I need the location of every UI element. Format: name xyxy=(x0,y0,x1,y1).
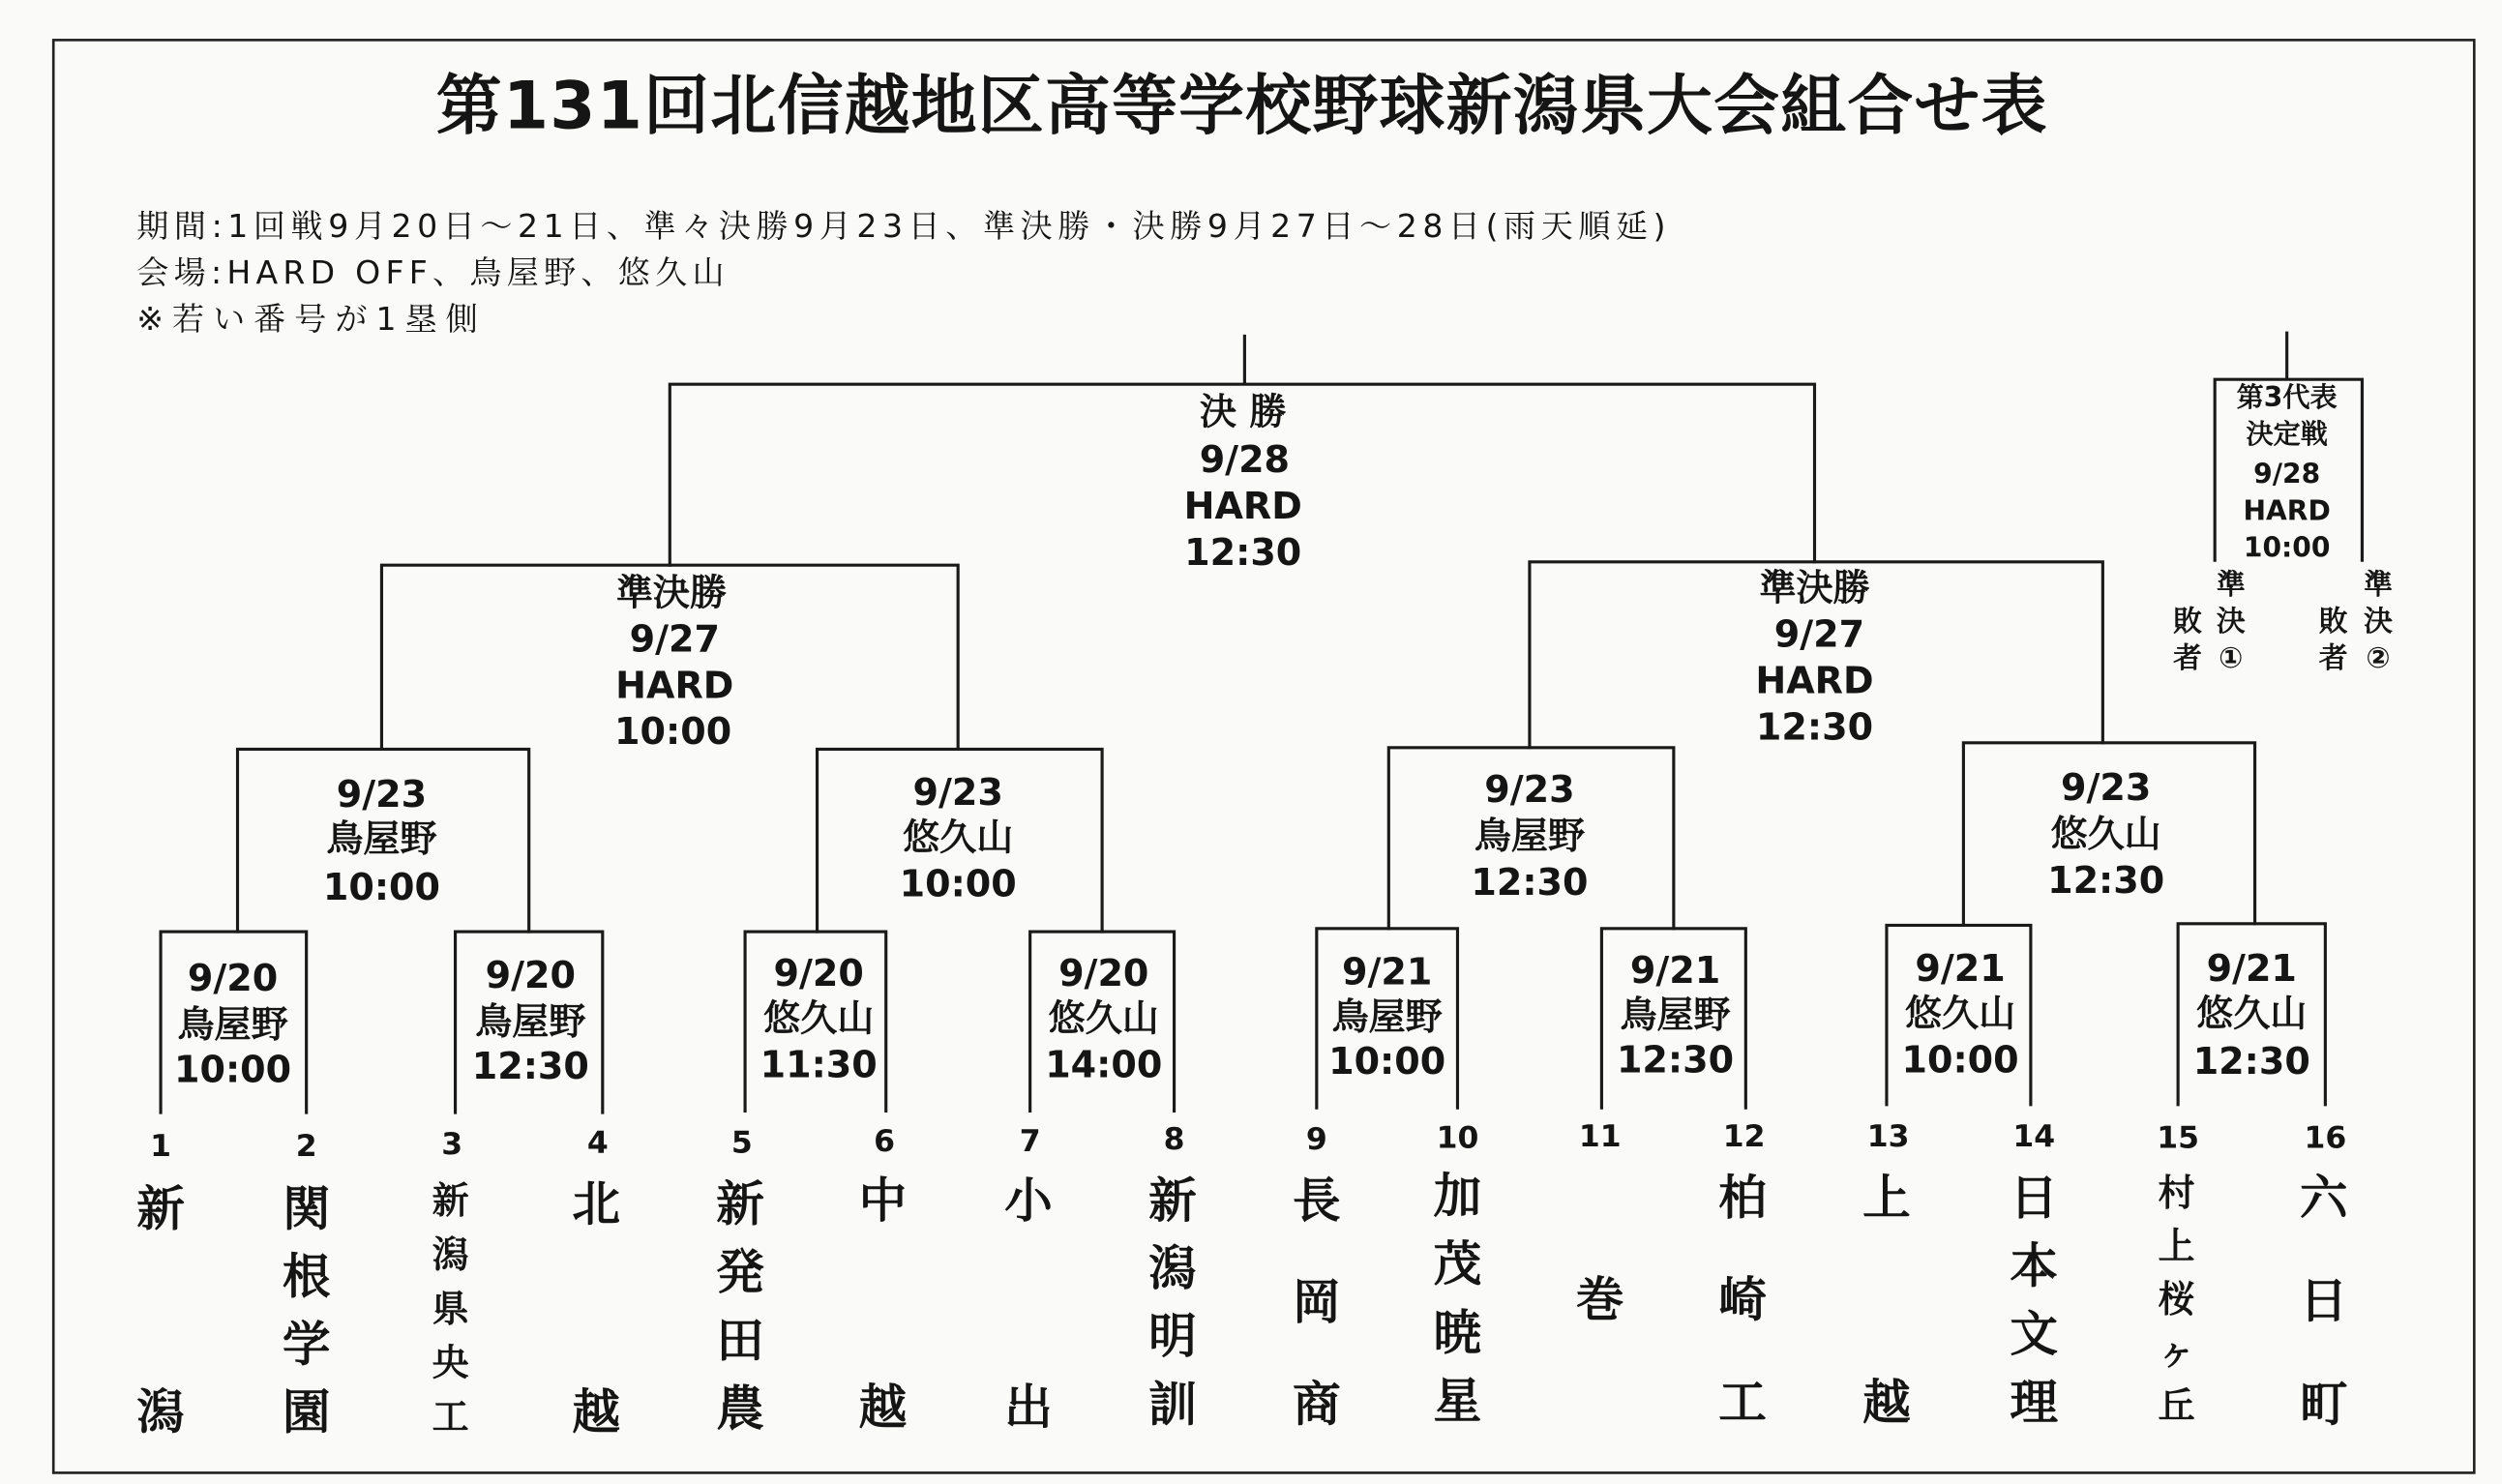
team-number: 1 xyxy=(150,1128,172,1164)
vertical-char: 理 xyxy=(2010,1374,2059,1431)
team-number: 2 xyxy=(295,1128,317,1164)
match-time: 10:00 xyxy=(173,1048,292,1091)
vertical-char: 柏 xyxy=(1718,1169,1767,1226)
semifinal-date: 9/27 xyxy=(629,617,720,661)
team-slot-5 xyxy=(716,1126,764,1438)
team-name xyxy=(1862,1170,1911,1431)
semifinal-time: 10:00 xyxy=(614,710,732,754)
vertical-char: 敗 xyxy=(2173,604,2202,638)
team-slot-2 xyxy=(283,1129,331,1440)
vertical-char: ① xyxy=(2219,640,2244,675)
team-name xyxy=(1576,1272,1624,1328)
vertical-char: 日 xyxy=(2010,1169,2059,1226)
first-round-match-4 xyxy=(1030,932,1175,1111)
vertical-char: 商 xyxy=(1293,1376,1341,1433)
vertical-char: 文 xyxy=(2010,1306,2059,1363)
vertical-char: 出 xyxy=(1004,1379,1053,1436)
team-number: 13 xyxy=(1866,1118,1910,1154)
vertical-char: 村 xyxy=(2158,1171,2195,1214)
vertical-char: 加 xyxy=(1433,1168,1482,1225)
match-venue: 悠久山 xyxy=(763,996,875,1040)
first-round-match-5 xyxy=(1317,929,1458,1108)
final-date: 9/28 xyxy=(1199,437,1291,481)
vertical-char: 者 xyxy=(2173,640,2202,675)
third-place-source-1-loser xyxy=(2173,605,2202,675)
match-venue: 悠久山 xyxy=(1905,992,2016,1035)
vertical-char: 明 xyxy=(1148,1308,1197,1365)
quarterfinal-date: 9/23 xyxy=(912,771,1003,815)
first-round-match-8 xyxy=(2178,924,2325,1105)
third-place-source-2-loser xyxy=(2319,605,2348,675)
quarterfinal-date: 9/23 xyxy=(1484,767,1575,811)
third-place-subtitle: 決定戦 xyxy=(2246,417,2328,450)
match-venue: 鳥屋野 xyxy=(475,999,586,1043)
vertical-char: 越 xyxy=(1862,1374,1911,1431)
semifinal-time: 12:30 xyxy=(1755,705,1874,749)
team-number: 7 xyxy=(1019,1123,1041,1159)
vertical-char: 工 xyxy=(1718,1374,1767,1431)
vertical-char: 町 xyxy=(2299,1376,2348,1433)
third-place-title: 第3代表 xyxy=(2236,380,2338,413)
match-venue: 鳥屋野 xyxy=(1331,994,1443,1038)
team-name xyxy=(572,1175,620,1439)
vertical-char: 星 xyxy=(1433,1372,1482,1429)
vertical-char: 越 xyxy=(858,1379,908,1436)
final-match xyxy=(670,337,1814,574)
vertical-char: 上 xyxy=(1862,1169,1911,1226)
team-slot-11 xyxy=(1576,1119,1624,1328)
vertical-char: 上 xyxy=(2158,1224,2195,1267)
vertical-char: 決 xyxy=(2364,604,2393,638)
match-date: 9/20 xyxy=(1058,952,1149,995)
team-name xyxy=(432,1179,469,1438)
first-round-match-1 xyxy=(161,932,307,1113)
match-venue: 悠久山 xyxy=(2196,992,2308,1035)
team-number: 9 xyxy=(1305,1122,1327,1158)
vertical-char: 田 xyxy=(716,1312,764,1369)
semifinal-2 xyxy=(1530,562,2102,748)
vertical-char: ヶ xyxy=(2158,1330,2195,1374)
quarterfinal-date: 9/23 xyxy=(2060,766,2152,810)
semifinal-label: 準決勝 xyxy=(615,571,728,614)
vertical-char: 潟 xyxy=(1148,1240,1197,1297)
team-name xyxy=(1148,1172,1197,1432)
vertical-char: 新 xyxy=(136,1180,185,1237)
vertical-char: 央 xyxy=(432,1341,469,1384)
vertical-char: 崎 xyxy=(1718,1271,1767,1328)
team-slot-6 xyxy=(859,1124,908,1436)
team-number: 3 xyxy=(441,1127,463,1163)
semifinal-date: 9/27 xyxy=(1773,612,1865,656)
quarterfinal-time: 10:00 xyxy=(899,862,1017,905)
team-number: 14 xyxy=(2012,1118,2056,1154)
info-period: 期間:1回戦9月20日～21日、準々決勝9月23日、準決勝・決勝9月27日～28日(雨天順延) xyxy=(136,206,1666,245)
vertical-char: 丘 xyxy=(2158,1383,2195,1427)
team-slot-16 xyxy=(2300,1121,2349,1433)
vertical-char: 長 xyxy=(1293,1172,1341,1230)
semifinal-venue: HARD xyxy=(615,664,734,707)
match-date: 9/21 xyxy=(1341,950,1433,994)
team-number: 5 xyxy=(730,1125,753,1161)
team-name xyxy=(716,1175,764,1437)
vertical-char: 小 xyxy=(1004,1172,1053,1230)
quarterfinal-2 xyxy=(818,749,1103,932)
vertical-char: 桜 xyxy=(2158,1277,2195,1321)
first-round-match-7 xyxy=(1887,925,2031,1104)
team-name xyxy=(2010,1170,2058,1431)
match-time: 12:30 xyxy=(471,1045,589,1088)
third-place-time: 10:00 xyxy=(2243,531,2331,564)
team-slot-8 xyxy=(1148,1122,1197,1432)
vertical-char: 茂 xyxy=(1433,1235,1482,1292)
vertical-char: 潟 xyxy=(136,1383,185,1440)
vertical-char: 園 xyxy=(282,1383,331,1440)
match-date: 9/20 xyxy=(485,953,577,996)
team-slot-3 xyxy=(432,1127,469,1438)
match-time: 14:00 xyxy=(1045,1043,1163,1086)
match-date: 9/21 xyxy=(1629,948,1721,992)
team-slot-13 xyxy=(1862,1119,1911,1431)
match-time: 10:00 xyxy=(1328,1040,1446,1083)
vertical-char: 根 xyxy=(282,1248,331,1305)
match-time: 10:00 xyxy=(1901,1038,2019,1082)
match-venue: 鳥屋野 xyxy=(1620,994,1731,1037)
team-name xyxy=(136,1180,185,1439)
vertical-char: 岡 xyxy=(1293,1274,1341,1331)
team-slot-7 xyxy=(1004,1124,1054,1436)
final-venue: HARD xyxy=(1183,484,1302,527)
team-slot-14 xyxy=(2010,1119,2058,1431)
match-date: 9/20 xyxy=(773,952,864,995)
third-place-venue: HARD xyxy=(2243,494,2331,527)
third-place-date: 9/28 xyxy=(2253,458,2321,490)
team-name xyxy=(1293,1172,1341,1432)
vertical-char: 越 xyxy=(572,1383,620,1440)
match-date: 9/21 xyxy=(2206,947,2297,991)
team-number: 8 xyxy=(1163,1122,1185,1158)
vertical-char: 日 xyxy=(2299,1272,2348,1329)
info-venue: 会場:HARD OFF、鳥屋野、悠久山 xyxy=(136,252,725,291)
vertical-char: 六 xyxy=(2299,1169,2348,1226)
first-round-match-3 xyxy=(745,932,886,1111)
final-label: 決 勝 xyxy=(1200,390,1287,433)
info-note: ※若い番号が1塁側 xyxy=(136,299,478,338)
vertical-char: 学 xyxy=(282,1316,331,1373)
semifinal-venue: HARD xyxy=(1755,659,1874,702)
team-name xyxy=(2158,1172,2194,1427)
vertical-char: 敗 xyxy=(2318,604,2348,638)
match-venue: 鳥屋野 xyxy=(177,1003,288,1047)
team-name xyxy=(1004,1172,1054,1435)
semifinal-1 xyxy=(381,565,958,753)
quarterfinal-time: 12:30 xyxy=(2047,859,2165,903)
match-time: 12:30 xyxy=(1616,1038,1735,1082)
third-place-source-2-match xyxy=(2364,568,2393,675)
vertical-char: 決 xyxy=(2216,604,2246,638)
third-place-match xyxy=(2173,333,2393,674)
quarterfinal-time: 12:30 xyxy=(1471,860,1589,904)
vertical-char: 中 xyxy=(858,1172,908,1230)
vertical-char: 巻 xyxy=(1575,1271,1624,1328)
team-number: 10 xyxy=(1436,1120,1479,1156)
quarterfinal-time: 10:00 xyxy=(322,865,440,908)
vertical-char: 発 xyxy=(716,1244,764,1301)
quarterfinal-venue: 悠久山 xyxy=(2050,813,2161,856)
team-name xyxy=(1718,1170,1767,1431)
vertical-char: ② xyxy=(2366,640,2391,675)
team-number: 15 xyxy=(2157,1120,2200,1156)
vertical-char: 新 xyxy=(716,1175,764,1232)
quarterfinal-venue: 鳥屋野 xyxy=(326,817,437,861)
team-slot-9 xyxy=(1293,1122,1341,1432)
quarterfinal-4 xyxy=(1963,743,2254,926)
vertical-char: 本 xyxy=(2010,1237,2059,1294)
first-round-match-2 xyxy=(456,932,603,1113)
vertical-char: 農 xyxy=(716,1380,764,1438)
team-slot-12 xyxy=(1718,1119,1767,1431)
quarterfinal-venue: 鳥屋野 xyxy=(1474,814,1586,857)
quarterfinal-venue: 悠久山 xyxy=(903,816,1014,859)
team-name xyxy=(859,1172,908,1435)
team-number: 11 xyxy=(1578,1118,1622,1154)
vertical-char: 県 xyxy=(432,1287,469,1330)
third-place-source-1-match xyxy=(2217,568,2246,675)
team-number: 4 xyxy=(586,1125,609,1161)
first-round-match-6 xyxy=(1601,929,1745,1108)
team-name xyxy=(283,1180,331,1439)
vertical-char: 北 xyxy=(572,1175,620,1232)
match-time: 12:30 xyxy=(2192,1040,2310,1083)
quarterfinal-date: 9/23 xyxy=(336,772,428,816)
vertical-char: 準 xyxy=(2364,567,2393,602)
vertical-char: 者 xyxy=(2318,640,2348,675)
vertical-char: 潟 xyxy=(432,1232,469,1276)
team-number: 6 xyxy=(874,1123,895,1159)
match-date: 9/21 xyxy=(1915,947,2006,991)
vertical-char: 新 xyxy=(432,1179,469,1223)
vertical-char: 訓 xyxy=(1148,1376,1197,1433)
team-name xyxy=(1434,1168,1482,1429)
match-time: 11:30 xyxy=(760,1043,878,1086)
match-venue: 悠久山 xyxy=(1048,996,1159,1040)
team-slot-1 xyxy=(136,1129,185,1440)
team-slot-4 xyxy=(572,1126,620,1440)
team-number: 12 xyxy=(1722,1118,1766,1154)
match-date: 9/20 xyxy=(187,957,279,1000)
vertical-char: 工 xyxy=(432,1395,469,1439)
vertical-char: 新 xyxy=(1148,1172,1197,1230)
team-slot-10 xyxy=(1434,1121,1482,1429)
team-slot-15 xyxy=(2157,1121,2199,1427)
final-time: 12:30 xyxy=(1184,530,1302,574)
team-name xyxy=(2300,1170,2349,1432)
quarterfinal-1 xyxy=(238,749,529,932)
quarterfinal-3 xyxy=(1388,748,1674,929)
vertical-char: 暁 xyxy=(1433,1304,1482,1361)
semifinal-label: 準決勝 xyxy=(1759,566,1870,609)
page-title: 第131回北信越地区高等学校野球新潟県大会組合せ表 xyxy=(435,67,2047,144)
vertical-char: 準 xyxy=(2216,567,2246,602)
team-number: 16 xyxy=(2304,1120,2347,1156)
vertical-char: 関 xyxy=(282,1180,331,1237)
